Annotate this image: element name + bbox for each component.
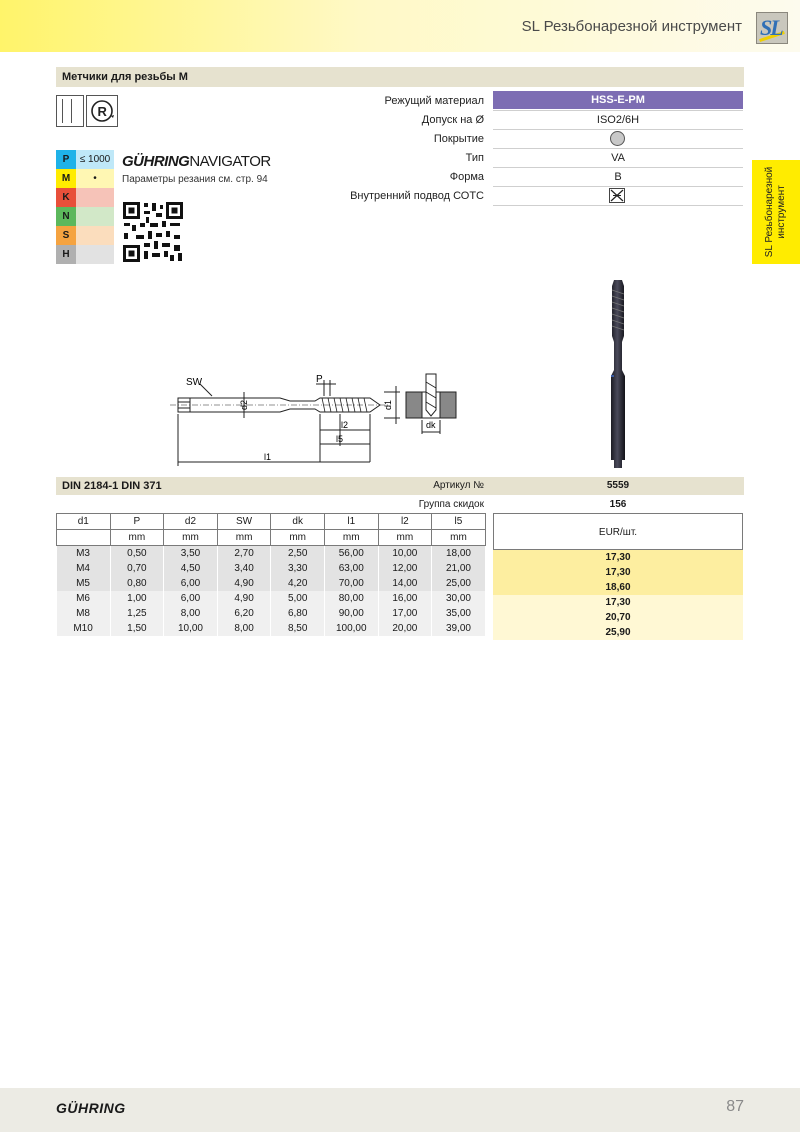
footer-logo: GÜHRING: [56, 1100, 126, 1116]
prop-label: Тип: [465, 152, 484, 164]
material-code: H: [56, 245, 76, 264]
tap-technical-drawing: [160, 370, 470, 470]
tap-product-image: [600, 276, 636, 470]
price-cell[interactable]: 18,60: [493, 580, 743, 595]
section-title: Метчики для резьбы М: [56, 67, 744, 87]
right-hand-thread-icon: [86, 95, 118, 127]
table-row[interactable]: M6 1,00 6,00 4,90 5,00 80,00 16,00 30,00: [57, 591, 486, 606]
material-code: N: [56, 207, 76, 226]
material-code: P: [56, 150, 76, 169]
col-header: d2: [164, 514, 218, 530]
prop-form: B: [614, 171, 622, 183]
side-tab-line1: SL Резьбонарезной: [764, 166, 775, 258]
col-header: SW: [217, 514, 271, 530]
prop-label: Форма: [449, 171, 484, 183]
col-header: l1: [324, 514, 378, 530]
page-footer: [0, 1088, 800, 1132]
page-header: [0, 0, 800, 52]
shank-type-icon: [56, 95, 84, 127]
table-row[interactable]: M8 1,25 8,00 6,20 6,80 90,00 17,00 35,00: [57, 606, 486, 621]
label-l1: l1: [264, 452, 272, 462]
material-value: [76, 188, 114, 207]
unit-cell: [57, 530, 111, 546]
sl-logo-icon: SL: [756, 12, 788, 44]
unit-cell: mm: [110, 530, 164, 546]
material-value: ≤ 1000: [76, 150, 114, 169]
material-code: S: [56, 226, 76, 245]
discount-group: 156: [609, 499, 627, 510]
label-d2: d2: [239, 399, 249, 410]
unit-cell: mm: [378, 530, 432, 546]
no-coolant-icon: [609, 188, 625, 203]
prop-type: VA: [611, 152, 625, 164]
navigator-logo: GÜHRINGNAVIGATOR: [122, 153, 271, 170]
material-code: K: [56, 188, 76, 207]
col-header: dk: [271, 514, 325, 530]
col-header: d1: [57, 514, 111, 530]
material-value: [76, 245, 114, 264]
table-row[interactable]: M4 0,70 4,50 3,40 3,30 63,00 12,00 21,00: [57, 561, 486, 576]
prop-tolerance: ISO2/6H: [596, 114, 640, 126]
dimension-table: [56, 513, 486, 636]
side-tab[interactable]: [752, 160, 800, 264]
unit-cell: mm: [271, 530, 325, 546]
price-cell[interactable]: 17,30: [493, 550, 743, 565]
material-value: [76, 226, 114, 245]
din-title: DIN 2184-1 DIN 371: [62, 480, 162, 492]
label-l2: l2: [341, 420, 349, 430]
prop-label: Внутренний подвод СОТС: [350, 190, 484, 202]
table-unit-row: [57, 530, 486, 546]
material-value: •: [76, 169, 114, 188]
qr-code-icon[interactable]: [122, 201, 184, 263]
table-row[interactable]: M5 0,80 6,00 4,90 4,20 70,00 14,00 25,00: [57, 576, 486, 591]
col-header: l2: [378, 514, 432, 530]
prop-label: Покрытие: [433, 133, 484, 145]
table-row[interactable]: M10 1,50 10,00 8,00 8,50 100,00 20,00 39,00: [57, 621, 486, 636]
price-cell[interactable]: 17,30: [493, 595, 743, 610]
svg-text:R: R: [97, 104, 107, 119]
navigator-subtitle[interactable]: Параметры резания см. стр. 94: [122, 174, 268, 185]
price-cell[interactable]: 25,90: [493, 625, 743, 640]
label-d1: d1: [383, 399, 393, 410]
unit-cell: mm: [164, 530, 218, 546]
price-header: EUR/шт.: [493, 513, 743, 550]
prop-label: Допуск на Ø: [421, 114, 484, 126]
unit-cell: mm: [324, 530, 378, 546]
page-number: 87: [726, 1098, 744, 1115]
discount-group-label: Группа скидок: [418, 499, 484, 510]
article-label: Артикул №: [433, 480, 484, 491]
coating-icon: [610, 131, 625, 146]
material-value: [76, 207, 114, 226]
side-tab-line2: инструмент: [776, 185, 787, 239]
unit-cell: mm: [432, 530, 486, 546]
label-dk: dk: [426, 420, 436, 430]
price-cell[interactable]: 20,70: [493, 610, 743, 625]
header-title: SL Резьбонарезной инструмент: [521, 18, 742, 35]
price-cell[interactable]: 17,30: [493, 565, 743, 580]
label-p: P: [316, 374, 323, 385]
col-header: l5: [432, 514, 486, 530]
prop-label: Режущий материал: [384, 95, 484, 107]
article-number: 5559: [606, 480, 630, 491]
material-code: M: [56, 169, 76, 188]
label-sw: SW: [186, 377, 203, 388]
col-header: P: [110, 514, 164, 530]
label-l5: l5: [336, 434, 344, 444]
unit-cell: mm: [217, 530, 271, 546]
table-row[interactable]: M3 0,50 3,50 2,70 2,50 56,00 10,00 18,00: [57, 546, 486, 561]
prop-cutting-material: HSS-E-PM: [493, 91, 743, 109]
table-header-row: [57, 514, 486, 530]
